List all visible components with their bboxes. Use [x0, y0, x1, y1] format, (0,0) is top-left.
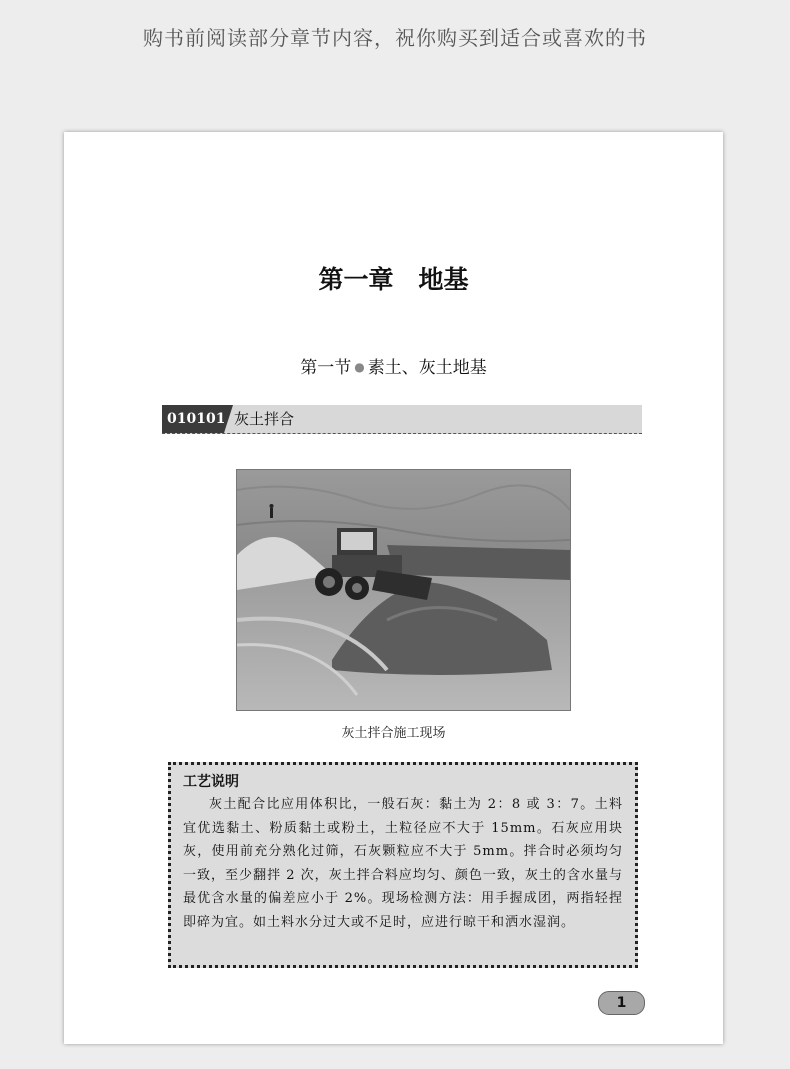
note-body: 灰土配合比应用体积比，一般石灰：黏土为 2：8 或 3：7。土料宜优选黏土、粉质黏土或粉土，土粒径应不大于 15mm。石灰应用块灰，使用前充分熟化过筛，石灰颗粒应不大于 5mm。拌合时必须均匀一致，至少翻拌 2 次，灰土拌合料应均匀、颜色一致，灰土的含水量与最优含水量的偏差应小于 2%。现场检测方法：用手握成团，两指轻捏即碎为宜。如土料水分过大或不足时，应进行晾干和洒水湿润。 — [183, 797, 623, 930]
banner-text: 购书前阅读部分章节内容，祝你购买到适合或喜欢的书 — [143, 26, 647, 50]
topic-bar — [162, 405, 642, 434]
topic-code: 010101 — [162, 405, 224, 433]
photo-caption: 灰土拌合施工现场 — [341, 726, 446, 741]
section-prefix: 第一节 — [300, 358, 352, 378]
page-number: 1 — [598, 991, 645, 1015]
book-page — [64, 132, 723, 1044]
process-note-box — [168, 762, 638, 968]
construction-photo — [236, 469, 571, 711]
bullet-icon: ● — [354, 360, 365, 374]
note-heading: 工艺说明 — [183, 774, 239, 790]
topic-label: 灰土拌合 — [234, 410, 295, 428]
section-name: 素土、灰土地基 — [367, 358, 487, 378]
chapter-title: 第一章 地基 — [318, 265, 469, 294]
section-title — [64, 353, 723, 378]
